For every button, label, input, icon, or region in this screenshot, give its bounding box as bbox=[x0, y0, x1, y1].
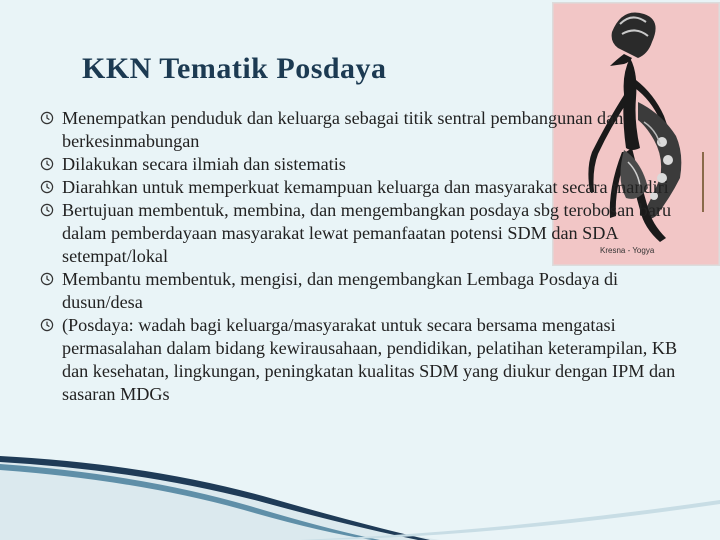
bullet-text: Membantu membentuk, mengisi, dan mengembangkan Lembaga Posdaya di dusun/desa bbox=[62, 269, 619, 312]
slide-title: KKN Tematik Posdaya bbox=[82, 52, 387, 85]
clock-icon bbox=[40, 180, 54, 194]
list-item bbox=[40, 107, 700, 153]
bullet-text: (Posdaya: wadah bagi keluarga/masyarakat untuk secara bersama mengatasi permasalahan dalam bidang kewirausahaan, pendidikan, pelatihan keterampilan, KB dan kesehatan, lingkungan, peningkatan kualitas SDM yang diukur dengan IPM dan sasaran MDGs bbox=[62, 315, 678, 404]
list-item bbox=[40, 153, 700, 176]
list-item bbox=[40, 176, 700, 199]
bullet-text: Menempatkan penduduk dan keluarga sebagai titik sentral pembangunan dan berkesinmabungan bbox=[62, 108, 624, 151]
bullet-text: Dilakukan secara ilmiah dan sistematis bbox=[62, 154, 346, 174]
clock-icon bbox=[40, 203, 54, 217]
image-caption: Kresna - Yogya bbox=[600, 246, 655, 255]
list-item bbox=[40, 268, 700, 314]
bullet-text: Diarahkan untuk memperkuat kemampuan keluarga dan masyarakat secara mandiri bbox=[62, 177, 669, 197]
bullet-list bbox=[40, 107, 700, 406]
clock-icon bbox=[40, 272, 54, 286]
clock-icon bbox=[40, 318, 54, 332]
bullet-text: Bertujuan membentuk, membina, dan mengembangkan posdaya sbg terobosan baru dalam pemberdayaan masyarakat lewat pemanfaatan potensi SDM dan SDA setempat/lokal bbox=[62, 200, 672, 266]
clock-icon bbox=[40, 111, 54, 125]
list-item bbox=[40, 199, 700, 268]
clock-icon bbox=[40, 157, 54, 171]
decorative-wave bbox=[0, 440, 720, 540]
list-item bbox=[40, 314, 700, 406]
